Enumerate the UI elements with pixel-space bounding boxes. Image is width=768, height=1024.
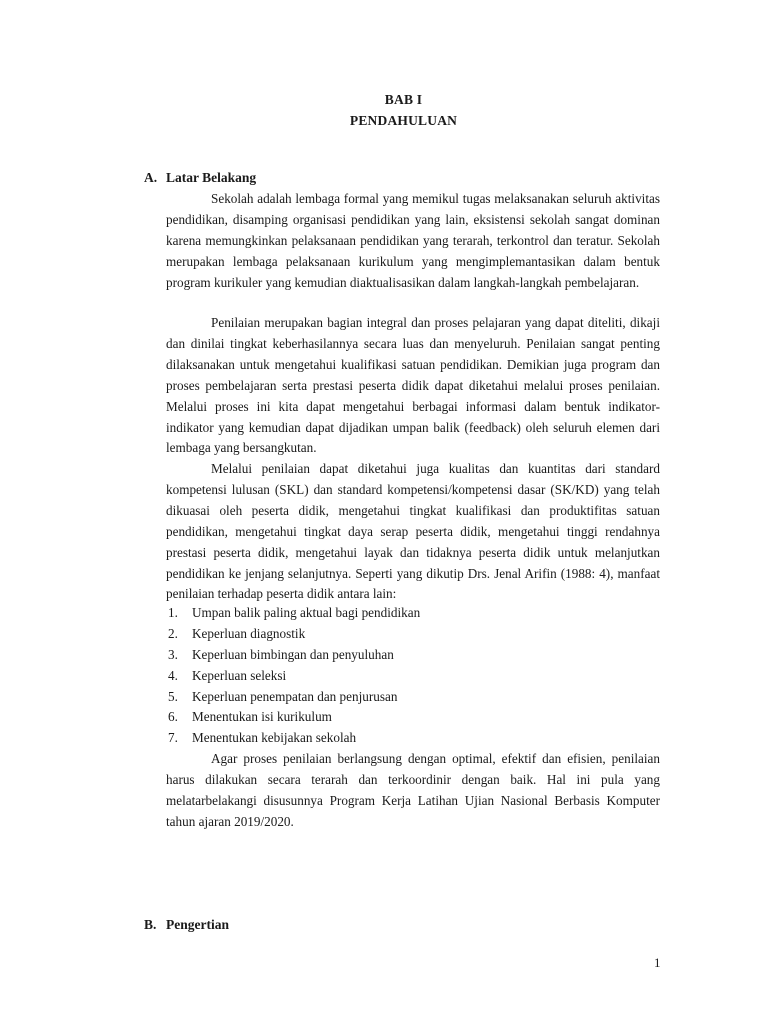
list-item (168, 728, 662, 749)
list-number: 3. (168, 646, 178, 662)
chapter-title: PENDAHULUAN (349, 113, 458, 128)
paragraph-4 (166, 749, 660, 833)
section-b-heading (144, 917, 229, 933)
list-item (168, 666, 662, 687)
list-item (168, 645, 662, 666)
section-a-title: Latar Belakang (166, 170, 257, 185)
page-number: 1 (654, 955, 661, 970)
section-b-title: Pengertian (166, 917, 229, 932)
section-a-heading (144, 170, 256, 186)
list-item (168, 624, 662, 645)
list-text: Keperluan diagnostik (192, 625, 306, 641)
list-number: 6. (168, 709, 178, 725)
chapter-label: BAB I (384, 92, 423, 107)
paragraph-3 (166, 459, 660, 605)
list-text: Umpan balik paling aktual bagi pendidikan (192, 605, 421, 620)
list-text: Keperluan bimbingan dan penyuluhan (192, 646, 394, 662)
list-item (168, 603, 662, 624)
list-number: 2. (168, 625, 178, 641)
list-number: 5. (168, 688, 178, 704)
list-text: Keperluan seleksi (192, 667, 287, 683)
list-number: 7. (168, 730, 178, 746)
list-number: 1. (168, 605, 178, 620)
paragraph-text: Sekolah adalah lembaga formal yang memikul tugas melaksanakan seluruh aktivitas pendidikan, disamping organisasi pendidikan yang lain, eksistensi sekolah sangat dominan karena memungkinkan pelaksanaan pendidikan yang terarah, terkontrol dan teratur. Sekolah merupakan lembaga pelaksanaan kurikulum yang mengimplemantasikan dalam bentuk program kurikuler yang kemudian diaktualisasikan dalam langkah-langkah pembelajaran. (166, 191, 660, 290)
list-item (168, 707, 662, 728)
list-number: 4. (168, 667, 178, 683)
list-text: Menentukan kebijakan sekolah (192, 730, 357, 746)
section-b-letter: B. (144, 917, 157, 932)
section-a-letter: A. (144, 170, 158, 185)
paragraph-text: Agar proses penilaian berlangsung dengan optimal, efektif dan efisien, penilaian harus dilakukan secara terarah dan terkoordinir dengan baik. Hal ini pula yang melatarbelakangi disusunnya Program Kerja Latihan Ujian Nasional Berbasis Komputer tahun ajaran 2019/2020. (166, 751, 660, 829)
list-item (168, 687, 662, 708)
paragraph-2 (166, 313, 660, 459)
benefits-list (168, 603, 662, 749)
list-text: Keperluan penempatan dan penjurusan (192, 688, 398, 704)
list-text: Menentukan isi kurikulum (192, 709, 332, 725)
paragraph-text: Melalui penilaian dapat diketahui juga kualitas dan kuantitas dari standard kompetensi lulusan (SKL) dan standard kompetensi/kompetensi dasar (SK/KD) yang telah dikuasai oleh peserta didik, mengetahui tingkat kualifikasi dan produktifitas satuan pendidikan, mengetahui tingkat daya serap peserta didik, mengetahui tinggi rendahnya prestasi peserta didik, mengetahui layak dan tidaknya peserta didik untuk melanjutkan pendidikan ke jenjang selanjutnya. Seperti yang dikutip Drs. Jenal Arifin (1988: 4), manfaat penilaian terhadap peserta didik antara lain: (166, 461, 660, 602)
paragraph-1 (166, 189, 660, 294)
paragraph-text: Penilaian merupakan bagian integral dan proses pelajaran yang dapat diteliti, dikaji dan dinilai tingkat keberhasilannya secara luas dan menyeluruh. Penilaian sangat penting dilaksanakan untuk mengetahui kualifikasi satuan pendidikan. Demikian juga program dan proses pembelajaran serta prestasi peserta didik dapat diketahui melalui proses penilaian. Melalui proses ini kita dapat mengetahui berbagai informasi dalam bentuk indikator-indikator yang kemudian dapat dijadikan umpan balik (feedback) oleh seluruh elemen dari lembaga yang bersangkutan. (166, 315, 660, 456)
